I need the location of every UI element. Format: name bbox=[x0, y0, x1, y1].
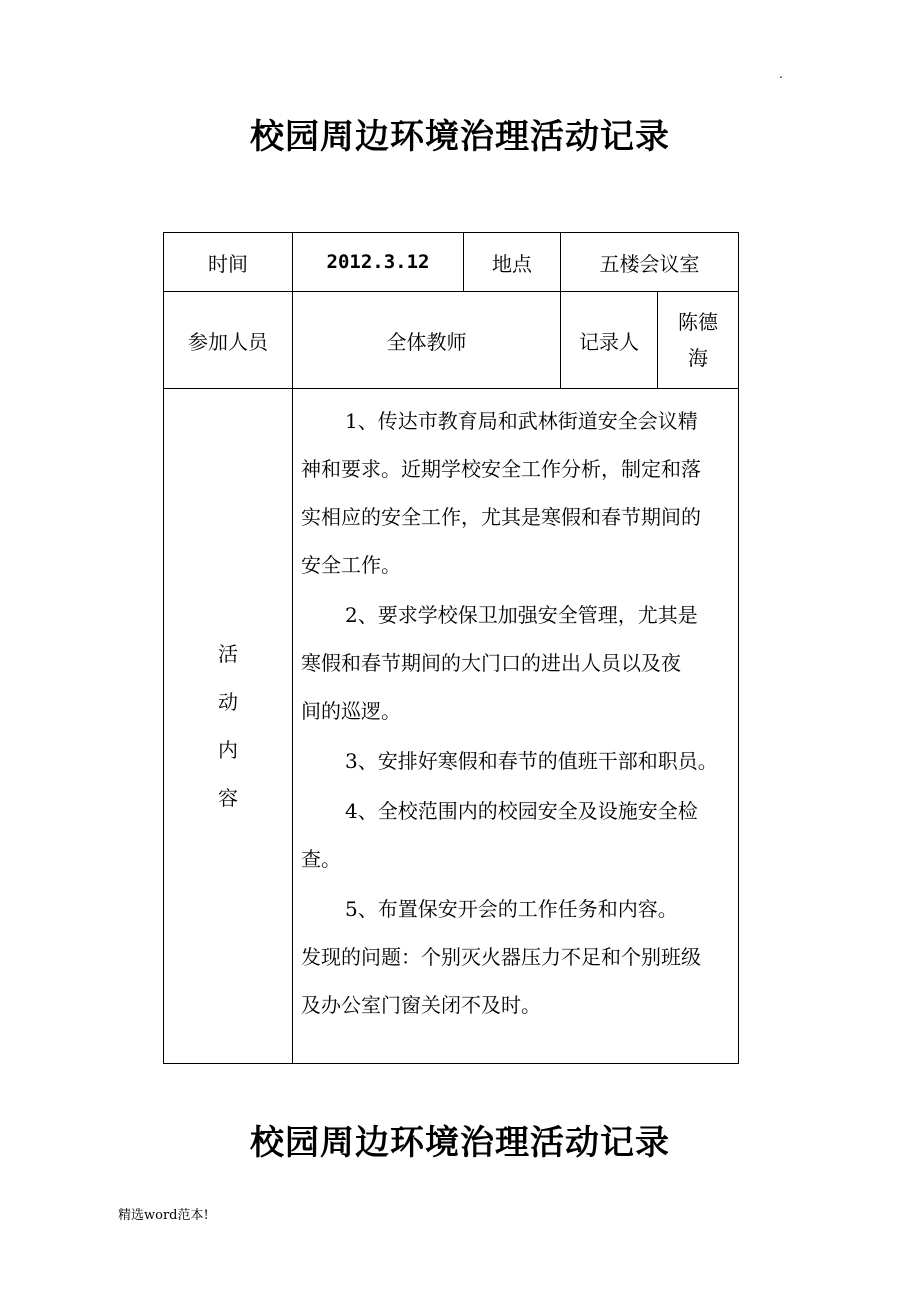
recorder-label: 记录人 bbox=[561, 292, 658, 389]
table-row bbox=[164, 389, 739, 1064]
place-label: 地点 bbox=[464, 233, 561, 292]
content-line: 1、传达市教育局和武林街道安全会议精 bbox=[345, 409, 698, 433]
content-line: 4、全校范围内的校园安全及设施安全检 bbox=[345, 799, 698, 823]
content-line: 间的巡逻。 bbox=[301, 699, 401, 723]
content-line: 发现的问题：个别灭火器压力不足和个别班级 bbox=[301, 945, 701, 969]
participants-label: 参加人员 bbox=[164, 292, 293, 389]
recorder-name bbox=[658, 292, 739, 389]
content-line: 及办公室门窗关闭不及时。 bbox=[301, 993, 541, 1017]
content-line: 寒假和春节期间的大门口的进出人员以及夜 bbox=[301, 651, 681, 675]
activity-content bbox=[293, 389, 739, 1064]
corner-mark: . bbox=[779, 67, 783, 81]
table-row bbox=[164, 233, 739, 292]
place-value: 五楼会议室 bbox=[561, 233, 739, 292]
content-line: 安全工作。 bbox=[301, 553, 401, 577]
page-title-repeat: 校园周边环境治理活动记录 bbox=[250, 1123, 670, 1163]
activity-content-label bbox=[164, 389, 293, 1064]
label-char: 动 bbox=[218, 690, 238, 714]
page-title: 校园周边环境治理活动记录 bbox=[250, 117, 670, 157]
label-char: 活 bbox=[218, 642, 238, 666]
content-line: 查。 bbox=[301, 847, 341, 871]
recorder-name-line: 陈德 bbox=[678, 310, 718, 334]
time-label: 时间 bbox=[164, 233, 293, 292]
content-line: 3、安排好寒假和春节的值班干部和职员。 bbox=[345, 749, 718, 773]
participants-value: 全体教师 bbox=[293, 292, 561, 389]
content-line: 5、布置保安开会的工作任务和内容。 bbox=[345, 897, 678, 921]
label-char: 容 bbox=[218, 786, 238, 810]
table-row bbox=[164, 292, 739, 389]
recorder-name-line: 海 bbox=[688, 346, 708, 370]
footer-note: 精选word范本! bbox=[118, 1208, 209, 1223]
content-line: 神和要求。近期学校安全工作分析，制定和落 bbox=[301, 457, 701, 481]
time-value: 2012.3.12 bbox=[293, 233, 464, 292]
activity-record-table bbox=[163, 232, 739, 1064]
label-char: 内 bbox=[218, 738, 238, 762]
content-line: 2、要求学校保卫加强安全管理，尤其是 bbox=[345, 603, 698, 627]
content-line: 实相应的安全工作，尤其是寒假和春节期间的 bbox=[301, 505, 701, 529]
